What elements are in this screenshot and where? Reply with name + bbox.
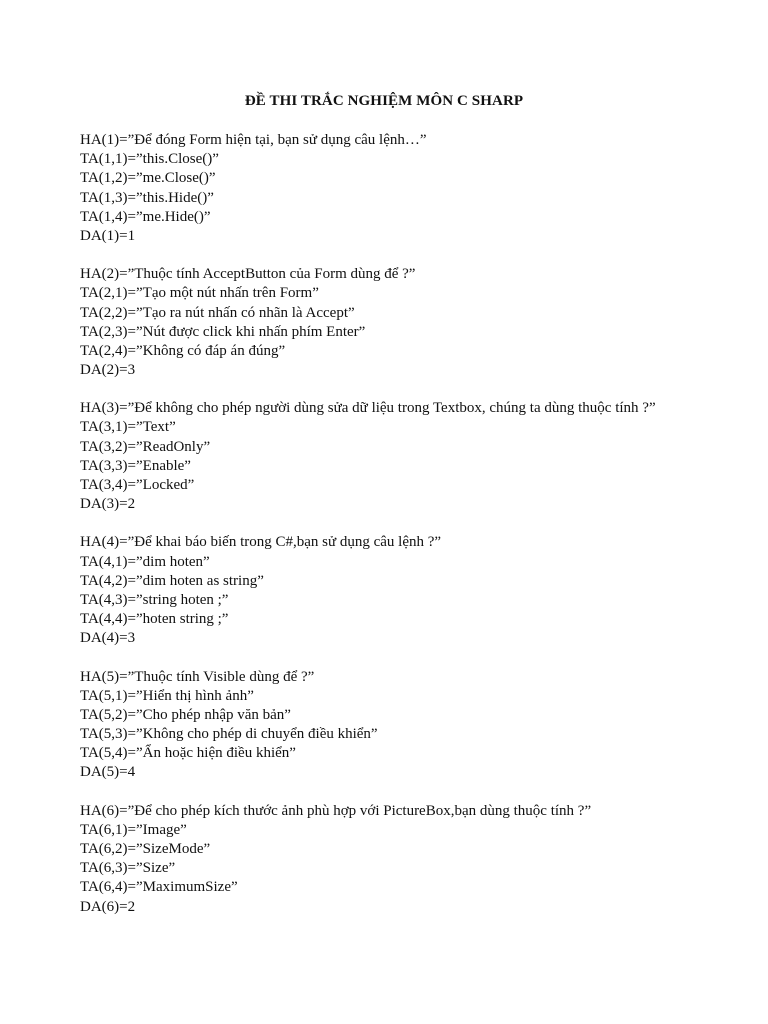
- question-text: HA(5)=”Thuộc tính Visible dùng để ?”: [80, 668, 315, 685]
- answer-option: TA(1,1)=”this.Close()”: [80, 151, 219, 168]
- question-block-6: [80, 802, 740, 917]
- answer-option: TA(3,3)=”Enable”: [80, 457, 191, 474]
- correct-answer: DA(5)=4: [80, 764, 136, 781]
- question-text: HA(6)=”Để cho phép kích thước ảnh phù hợp với PictureBox,bạn dùng thuộc tính ?”: [80, 802, 592, 819]
- answer-option: TA(5,4)=”Ẩn hoặc hiện điều khiển”: [80, 745, 296, 762]
- question-text: HA(1)=”Để đóng Form hiện tại, bạn sử dụng câu lệnh…”: [80, 132, 427, 148]
- answer-option: TA(3,4)=”Locked”: [80, 477, 195, 493]
- question-text: HA(2)=”Thuộc tính AcceptButton của Form dùng để ?”: [80, 266, 416, 283]
- answer-option: TA(6,2)=”SizeMode”: [80, 841, 211, 857]
- correct-answer: DA(1)=1: [80, 227, 136, 244]
- answer-option: TA(4,2)=”dim hoten as string”: [80, 572, 264, 589]
- answer-option: TA(2,1)=”Tạo một nút nhấn trên Form”: [80, 285, 319, 302]
- answer-option: TA(1,3)=”this.Hide()”: [80, 189, 214, 206]
- answer-option: TA(5,3)=”Không cho phép di chuyển điều khiển”: [80, 726, 378, 743]
- answer-option: TA(6,4)=”MaximumSize”: [80, 879, 238, 896]
- answer-option: TA(6,1)=”Image”: [80, 821, 187, 838]
- question-list: [80, 131, 740, 936]
- question-block-5: [80, 668, 740, 783]
- answer-option: TA(4,3)=”string hoten ;”: [80, 591, 229, 608]
- question-block-4: [80, 533, 740, 648]
- correct-answer: DA(4)=3: [80, 630, 136, 647]
- answer-option: TA(4,4)=”hoten string ;”: [80, 611, 229, 628]
- question-text: HA(4)=”Để khai báo biến trong C#,bạn sử dụng câu lệnh ?”: [80, 534, 442, 551]
- answer-option: TA(1,2)=”me.Close()”: [80, 170, 216, 187]
- correct-answer: DA(2)=3: [80, 362, 136, 379]
- answer-option: TA(3,2)=”ReadOnly”: [80, 438, 211, 455]
- answer-option: TA(5,2)=”Cho phép nhập văn bản”: [80, 706, 291, 723]
- correct-answer: DA(3)=2: [80, 496, 136, 513]
- answer-option: TA(2,4)=”Không có đáp án đúng”: [80, 342, 286, 359]
- question-block-1: [80, 131, 740, 246]
- question-text: HA(3)=”Để không cho phép người dùng sửa dữ liệu trong Textbox, chúng ta dùng thuộc tính ?”: [80, 400, 656, 417]
- question-block-2: [80, 265, 740, 380]
- answer-option: TA(2,3)=”Nút được click khi nhấn phím Enter”: [80, 323, 366, 340]
- answer-option: TA(5,1)=”Hiển thị hình ảnh”: [80, 687, 254, 704]
- answer-option: TA(1,4)=”me.Hide()”: [80, 208, 211, 225]
- answer-option: TA(4,1)=”dim hoten”: [80, 553, 210, 570]
- answer-option: TA(2,2)=”Tạo ra nút nhấn có nhãn là Accept”: [80, 304, 355, 321]
- question-block-3: [80, 399, 740, 514]
- answer-option: TA(3,1)=”Text”: [80, 419, 176, 436]
- correct-answer: DA(6)=2: [80, 898, 136, 915]
- answer-option: TA(6,3)=”Size”: [80, 860, 176, 877]
- document-title: ĐỀ THI TRẮC NGHIỆM MÔN C SHARP: [244, 93, 524, 109]
